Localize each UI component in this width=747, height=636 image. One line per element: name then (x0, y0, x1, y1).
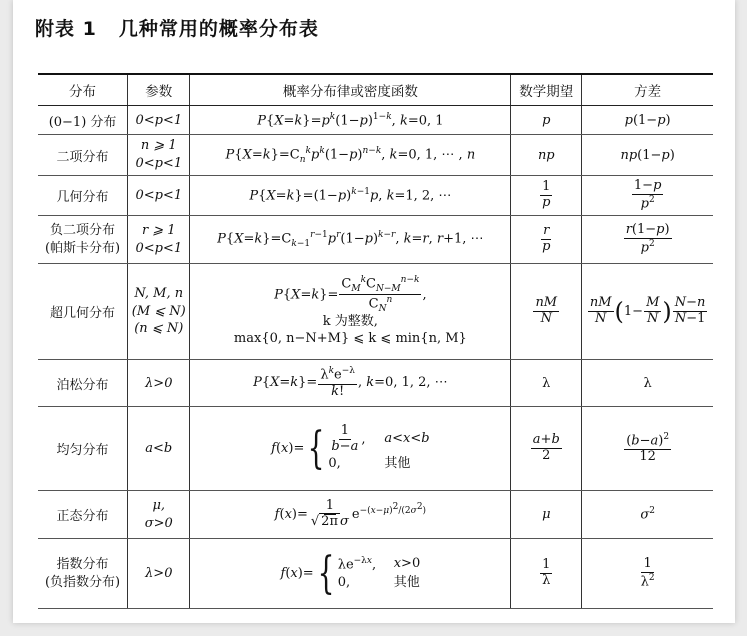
expectation-cell: $\frac{a+b}{2}$ (511, 407, 582, 491)
param-line: (n ⩽ N) (134, 321, 184, 337)
variance-cell: np(1−p) (582, 135, 713, 176)
param-text: 0<p<1 (135, 188, 183, 203)
dist-name (38, 216, 128, 264)
formula-cell: $P\{X=k\}=p^k(1-p)^{1-k}$, k=0, 1 (190, 106, 511, 135)
table-row (38, 106, 713, 135)
variance-cell: $\frac{r(1-p)}{p^2}$ (582, 216, 713, 264)
param-text: 0<p<1 (135, 112, 183, 128)
variance-cell: $\frac{1-p}{p^2}$ (582, 176, 713, 216)
dist-line: 指数分布 (56, 556, 109, 572)
table-header-row (38, 74, 713, 106)
dist-name: 均匀分布 (38, 407, 128, 491)
formula-cell: $P\{X=k\}=C_{k-1}^{r-1}p^r(1-p)^{k-r}$, k=r, r+1, ⋯ (190, 216, 511, 264)
param-cell (128, 106, 190, 135)
table-row (38, 360, 713, 407)
param-cell (128, 216, 190, 264)
param-cell (128, 491, 190, 539)
table-row (38, 216, 713, 264)
variance-cell: λ (582, 360, 713, 407)
formula-cell: P{X=k}= $\frac{C_M^kC_{N-M}^{n-k}}{C_N^n}$ , k 为整数, max{0, n−N+M} ⩽ k ⩽ min{n, M} (190, 264, 511, 360)
param-cell (128, 135, 190, 176)
formula-cell: f(x)= $\frac{1}{\text{√ 2π σ}}$ $e^{-(x-\mu)^2/(2\sigma^2)}$ (190, 491, 511, 539)
param-line: σ>0 (144, 515, 173, 531)
uniform-otherwise: 其他 (384, 455, 411, 471)
header-parameters: 参数 (128, 74, 190, 106)
variance-cell: $\frac{nM}{N}$ (1− $\frac{M}{N}$ ) $\frac{N-n}{N-1}$ (582, 264, 713, 360)
param-cell (128, 264, 190, 360)
expectation-cell: $\frac{nM}{N}$ (511, 264, 582, 360)
dist-name: 泊松分布 (38, 360, 128, 407)
dist-name: 二项分布 (38, 135, 128, 176)
param-line: 0<p<1 (135, 156, 183, 171)
dist-line: (帕斯卡分布) (44, 240, 121, 256)
variance-cell: $\frac{(b-a)^2}{12}$ (582, 407, 713, 491)
expectation-cell: λ (511, 360, 582, 407)
formula-cell: f ( x )= { $\frac{1}{b-a}$ , a<x<b 0, 其他 (190, 407, 511, 491)
table-row (38, 491, 713, 539)
variance-cell: $\frac{1}{\lambda^2}$ (582, 539, 713, 609)
param-line: n ⩾ 1 (140, 138, 177, 154)
expectation-cell: $\frac{1}{p}$ (511, 176, 582, 216)
header-distribution: 分布 (38, 74, 128, 106)
dist-line: (负指数分布) (44, 574, 121, 590)
title-label: 附表 1 (35, 18, 97, 40)
table-row (38, 135, 713, 176)
exponential-otherwise: 其他 (393, 575, 420, 591)
hypergeo-note1: k 为整数, (322, 314, 378, 330)
expectation-cell: μ (511, 491, 582, 539)
table-row (38, 176, 713, 216)
dist-name: (0−1) 分布 (38, 106, 128, 135)
distribution-table (38, 73, 713, 609)
formula-cell: $P\{X=k\}=C_n^kp^k(1-p)^{n-k}$, k=0, 1, ⋯ , n (190, 135, 511, 176)
hypergeo-note2: max{0, n−N+M} ⩽ k ⩽ min{n, M} (233, 331, 467, 347)
dist-line: 负二项分布 (50, 222, 116, 238)
formula-cell: f ( x )= { $\lambda e^{-\lambda x}$, x>0 0, 其他 (190, 539, 511, 609)
table-row (38, 407, 713, 491)
dist-name: 几何分布 (38, 176, 128, 216)
param-cell (128, 360, 190, 407)
header-function: 概率分布律或密度函数 (190, 74, 511, 106)
table-row (38, 539, 713, 609)
param-text: λ>0 (145, 375, 173, 391)
expectation-cell: $\frac{1}{\lambda}$ (511, 539, 582, 609)
dist-name: 正态分布 (38, 491, 128, 539)
param-cell (128, 539, 190, 609)
header-variance: 方差 (582, 74, 713, 106)
param-text: λ>0 (145, 566, 173, 581)
param-line: (M ⩽ N) (131, 303, 186, 319)
formula-cell: $P\{X=k\}=(1-p)^{k-1}p$, k=1, 2, ⋯ (190, 176, 511, 216)
page-title (35, 14, 319, 41)
expectation-cell: p (511, 106, 582, 135)
param-line: μ, (152, 497, 166, 513)
param-line: 0<p<1 (135, 240, 183, 256)
param-text: a<b (145, 441, 173, 456)
param-line: N, M, n (134, 286, 184, 302)
variance-cell: p(1−p) (582, 106, 713, 135)
expectation-cell: $\frac{r}{p}$ (511, 216, 582, 264)
table-row (38, 264, 713, 360)
param-line: r ⩾ 1 (141, 222, 176, 238)
expectation-cell: np (511, 135, 582, 176)
formula-cell: P{X=k}= $\frac{\lambda^ke^{-\lambda}}{k!}$ , k=0, 1, 2, ⋯ (190, 360, 511, 407)
param-cell (128, 407, 190, 491)
dist-name: 超几何分布 (38, 264, 128, 360)
header-expectation: 数学期望 (511, 74, 582, 106)
dist-name (38, 539, 128, 609)
title-text: 几种常用的概率分布表 (118, 18, 319, 40)
page (13, 0, 735, 623)
variance-cell: $\sigma^2$ (582, 491, 713, 539)
param-cell (128, 176, 190, 216)
